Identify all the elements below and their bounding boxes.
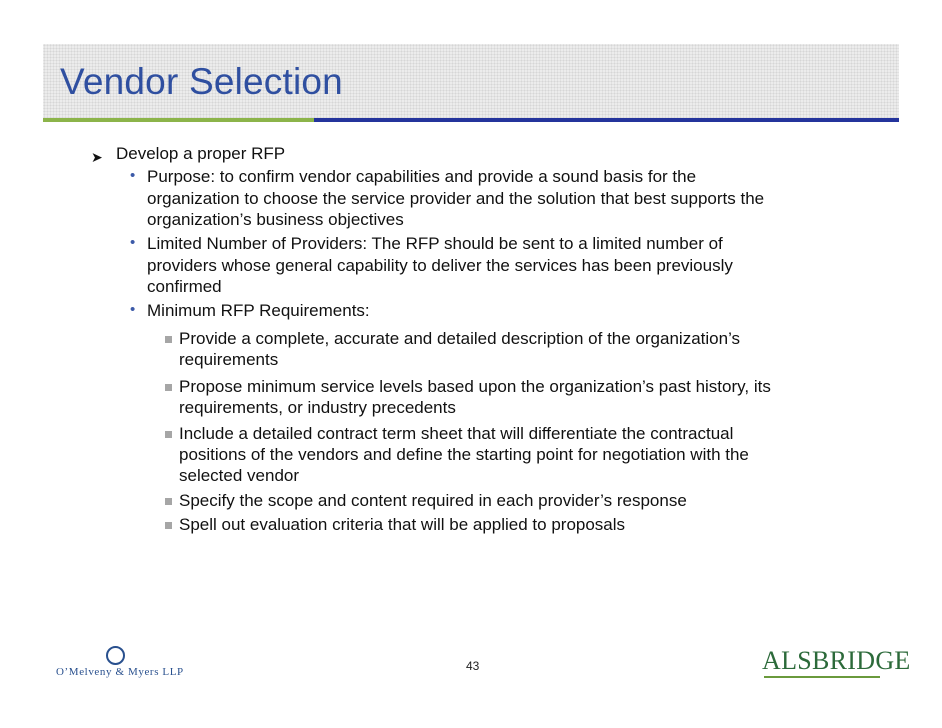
list-item-line: organization to choose the service provider and the solution that best supports the — [147, 189, 765, 208]
list-item-line: Include a detailed contract term sheet that will differentiate the contractual — [179, 424, 734, 443]
dot-bullet-icon: • — [130, 234, 136, 251]
title-rule-accent — [43, 118, 314, 122]
list-item-line: Provide a complete, accurate and detailed description of the organization’s — [179, 329, 741, 348]
list-item-line: organization’s business objectives — [147, 210, 404, 229]
square-bullet-icon — [165, 522, 172, 529]
list-item-line: Spell out evaluation criteria that will be applied to proposals — [179, 515, 626, 534]
list-item-line: providers whose general capability to deliver the services has been previously — [147, 256, 733, 275]
list-item-line: selected vendor — [179, 466, 300, 485]
arrowhead-bullet-icon: ➤ — [91, 149, 103, 165]
list-item-line: Purpose: to confirm vendor capabilities and provide a sound basis for the — [147, 167, 697, 186]
list-item-line: requirements, or industry precedents — [179, 398, 456, 417]
level1-bullet-text: Develop a proper RFP — [116, 144, 286, 163]
alsbridge-logo-icon — [762, 646, 911, 682]
list-item-line: Propose minimum service levels based upon the organization’s past history, its — [179, 377, 771, 396]
omm-logo-text: O’Melveny & Myers LLP — [56, 666, 184, 678]
list-item-line: positions of the vendors and define the starting point for negotiation with the — [179, 445, 749, 464]
list-item-line: Limited Number of Providers: The RFP should be sent to a limited number of — [147, 234, 723, 253]
page-number: 43 — [466, 659, 480, 673]
square-bullet-icon — [165, 384, 172, 391]
alsbridge-logo-underline — [764, 676, 880, 678]
list-item-line: requirements — [179, 350, 279, 369]
alsbridge-logo-text: ALSBRIDGE — [762, 646, 911, 675]
square-bullet-icon — [165, 498, 172, 505]
slide-title: Vendor Selection — [60, 61, 343, 102]
dot-bullet-icon: • — [130, 301, 136, 318]
omm-mark-icon — [106, 646, 125, 665]
omm-logo-icon — [56, 646, 184, 684]
square-bullet-icon — [165, 431, 172, 438]
title-rule — [314, 118, 899, 122]
square-bullet-icon — [165, 336, 172, 343]
list-item-line: Minimum RFP Requirements: — [147, 301, 370, 320]
list-item-line: Specify the scope and content required in each provider’s response — [179, 491, 687, 510]
list-item-line: confirmed — [147, 277, 222, 296]
dot-bullet-icon: • — [130, 167, 136, 184]
